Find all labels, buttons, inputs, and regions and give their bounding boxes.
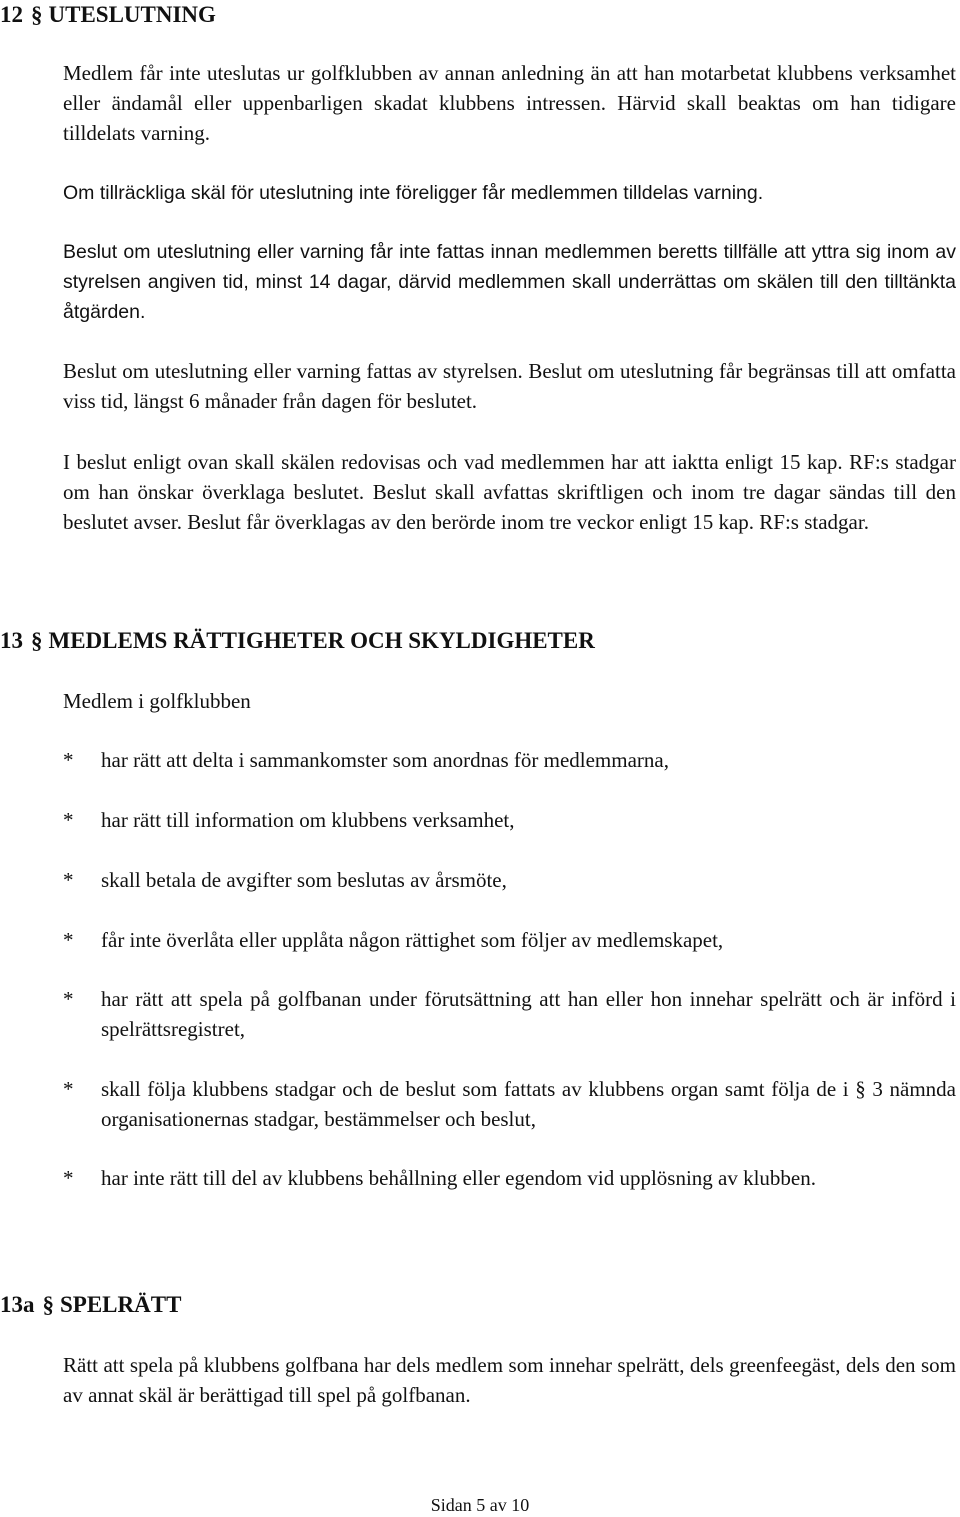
section-title: UTESLUTNING [48, 2, 216, 27]
section-title: MEDLEMS RÄTTIGHETER OCH SKYLDIGHETER [48, 628, 595, 653]
bullet-marker: * [63, 928, 74, 952]
section-sign: § [31, 628, 43, 653]
section-sign: § [31, 2, 43, 27]
paragraph-hearing: Beslut om uteslutning eller varning får inte fattas innan medlemmen beretts tillfälle att yttra sig inom av styrelsen angiven tid, minst 14 dagar, därvid medlemmen skall underrättas om skälen till den tilltänkta åtgärden. [63, 241, 956, 323]
bullet-marker: * [63, 808, 74, 832]
bullet-marker: * [63, 1077, 74, 1101]
section-13-heading [0, 626, 595, 656]
list-item [63, 925, 956, 955]
paragraph-exclusion-grounds: Medlem får inte uteslutas ur golfklubben av annan anledning än att han motarbetat klubbens verksamhet eller ändamål eller uppenbarligen skadat klubbens intressen. Härvid skall beaktas om han tidigare tilldelats varning. [63, 61, 956, 145]
section-title: SPELRÄTT [60, 1292, 182, 1317]
paragraph-intro: Medlem i golfklubben [63, 689, 251, 713]
list-item-text: får inte överlåta eller upplåta någon rättighet som följer av medlemskapet, [101, 928, 724, 952]
paragraph-decision-board: Beslut om uteslutning eller varning fattas av styrelsen. Beslut om uteslutning får begränsas till att omfatta viss tid, längst 6 månader från dagen för beslutet. [63, 359, 956, 413]
list-item [63, 865, 956, 895]
list-item-text: skall betala de avgifter som beslutas av årsmöte, [101, 868, 507, 892]
list-item-text: skall följa klubbens stadgar och de beslut som fattats av klubbens organ samt följa de i § 3 nämnda organisationernas stadgar, bestämmelser och beslut, [101, 1077, 956, 1131]
section-number: 13a [0, 1292, 35, 1317]
list-item [63, 805, 956, 835]
list-item-text: har rätt till information om klubbens verksamhet, [101, 808, 515, 832]
section-number: 12 [0, 2, 23, 27]
bullet-marker: * [63, 868, 74, 892]
paragraph-warning: Om tillräckliga skäl för uteslutning inte föreligger får medlemmen tilldelas varning. [63, 182, 764, 204]
section-number: 13 [0, 628, 23, 653]
section-12-heading [0, 0, 216, 30]
list-item-text: har rätt att spela på golfbanan under förutsättning att han eller hon innehar spelrätt och är införd i spelrättsregistret, [101, 987, 956, 1041]
bullet-marker: * [63, 1166, 74, 1190]
bullet-marker: * [63, 987, 74, 1011]
section-13a-heading [0, 1290, 181, 1320]
list-item [63, 984, 956, 1044]
bullet-marker: * [63, 748, 74, 772]
list-item [63, 1163, 956, 1193]
list-item [63, 745, 956, 775]
paragraph-play-right: Rätt att spela på klubbens golfbana har dels medlem som innehar spelrätt, dels greenfeegäst, dels den som av annat skäl är berättigad till spel på golfbanan. [63, 1353, 956, 1407]
paragraph-appeal: I beslut enligt ovan skall skälen redovisas och vad medlemmen har att iakttа enligt 15 kap. RF:s stadgar om han önskar överklaga beslutet. Beslut skall avfattas skriftligen och inom tre dagar sändas till den beslutet avser. Beslut får överklagas av den berörde inom tre veckor enligt 15 kap. RF:s stadgar. [63, 450, 956, 534]
list-item [63, 1074, 956, 1134]
list-item-text: har inte rätt till del av klubbens behållning eller egendom vid upplösning av klubben. [101, 1166, 817, 1190]
list-item-text: har rätt att delta i sammankomster som anordnas för medlemmarna, [101, 748, 669, 772]
section-sign: § [42, 1292, 54, 1317]
page-number: Sidan 5 av 10 [430, 1495, 530, 1515]
